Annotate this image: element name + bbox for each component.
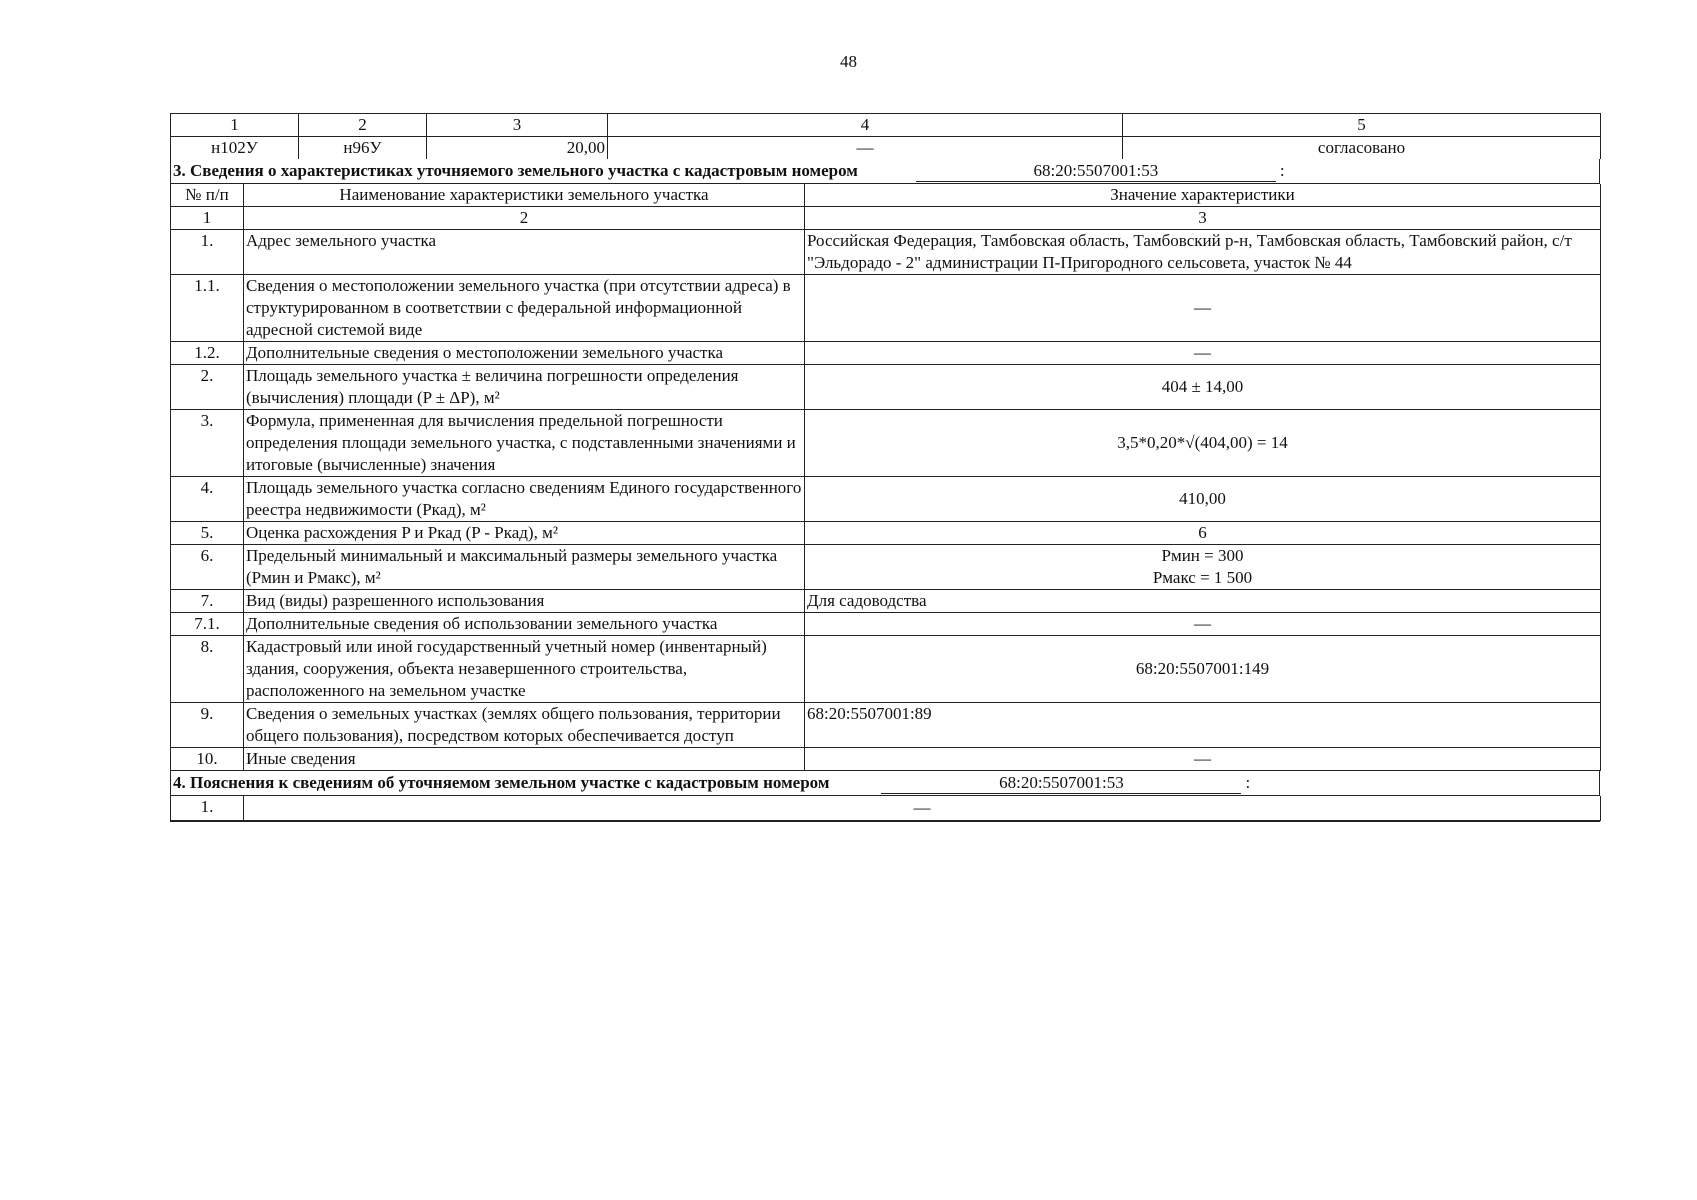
row-name: Сведения о земельных участках (землях общего пользования, территории общего пользования), посредством которых обеспечивается доступ [244,703,805,748]
row-value: Для садоводства [805,590,1601,613]
row-num: 5. [171,522,244,545]
table-row [171,703,1601,748]
boundary-col-3: 3 [427,114,608,137]
row-num: 9. [171,703,244,748]
explanations-table [170,796,1601,821]
table-row [171,748,1601,771]
boundary-length: 20,00 [427,137,608,160]
row-value: — [244,796,1601,821]
boundary-table-row [171,137,1601,160]
table-row [171,590,1601,613]
row-value: 410,00 [805,477,1601,522]
characteristics-table [170,184,1601,771]
table-end-line [170,821,1600,826]
section4-cadastral-number: 68:20:5507001:53 [881,773,1241,794]
boundary-col-2: 2 [299,114,427,137]
section3-title: 3. Сведения о характеристиках уточняемого земельного участка с кадастровым номером [173,161,858,180]
row-name: Адрес земельного участка [244,230,805,275]
table-row [171,342,1601,365]
page-number: 48 [840,52,857,71]
row-value [805,545,1601,590]
row-num: 8. [171,636,244,703]
section4-title: 4. Пояснения к сведениям об уточняемом земельном участке с кадастровым номером [173,773,830,792]
header-value: Значение характеристики [805,184,1601,207]
boundary-note: — [608,137,1123,160]
point-from: н102У [171,137,299,160]
row-value: 3,5*0,20*√(404,00) = 14 [805,410,1601,477]
row-num: 1. [171,230,244,275]
row-num: 7. [171,590,244,613]
row-name: Оценка расхождения P и Ркад (P - Ркад), м² [244,522,805,545]
section3-title-table [170,159,1600,184]
table-row [171,477,1601,522]
row-value: 68:20:5507001:149 [805,636,1601,703]
boundary-col-1: 1 [171,114,299,137]
row-name: Иные сведения [244,748,805,771]
row-value: — [805,748,1601,771]
boundary-table [170,113,1601,159]
row-name: Сведения о местоположении земельного участка (при отсутствии адреса) в структурированном в соответствии с федеральной информационной адресной системой виде [244,275,805,342]
row-num: 10. [171,748,244,771]
colnum-1: 1 [171,207,244,230]
header-num: № п/п [171,184,244,207]
row-num: 4. [171,477,244,522]
boundary-col-4: 4 [608,114,1123,137]
header-name: Наименование характеристики земельного участка [244,184,805,207]
table-row [171,230,1601,275]
row-value: Российская Федерация, Тамбовская область, Тамбовский р-н, Тамбовская область, Тамбовский район, с/т "Эльдорадо - 2" администрации П-Пригородного сельсовета, участок № 44 [805,230,1601,275]
table-row [171,522,1601,545]
row-num: 6. [171,545,244,590]
row-value-max: Рмакс = 1 500 [1152,568,1253,587]
row-num: 2. [171,365,244,410]
row-name: Кадастровый или иной государственный учетный номер (инвентарный) здания, сооружения, объекта незавершенного строительства, расположенного на земельном участке [244,636,805,703]
table-row [171,275,1601,342]
row-value: — [805,342,1601,365]
boundary-col-5: 5 [1123,114,1601,137]
table-row [171,796,1601,821]
characteristics-colnum-row [171,207,1601,230]
row-name: Предельный минимальный и максимальный размеры земельного участка (Рмин и Рмакс), м² [244,545,805,590]
row-name: Вид (виды) разрешенного использования [244,590,805,613]
section4-colon: : [1245,773,1251,792]
row-value-min: Рмин = 300 [1161,546,1244,565]
row-name: Площадь земельного участка ± величина погрешности определения (вычисления) площади (P ± ΔP), м² [244,365,805,410]
colnum-2: 2 [244,207,805,230]
row-value: — [805,613,1601,636]
table-row [171,613,1601,636]
row-num: 1.1. [171,275,244,342]
table-row [171,545,1601,590]
row-name: Дополнительные сведения об использовании земельного участка [244,613,805,636]
row-name: Площадь земельного участка согласно сведениям Единого государственного реестра недвижимости (Ркад), м² [244,477,805,522]
section4-title-table [170,771,1600,796]
row-num: 3. [171,410,244,477]
characteristics-header-row [171,184,1601,207]
row-num: 7.1. [171,613,244,636]
point-to: н96У [299,137,427,160]
row-value: 6 [805,522,1601,545]
section3-title-cell [171,159,1600,184]
document-frame [170,113,1600,826]
row-value: 404 ± 14,00 [805,365,1601,410]
row-value: 68:20:5507001:89 [805,703,1601,748]
table-row [171,365,1601,410]
section3-colon: : [1279,161,1285,180]
section4-title-cell [171,771,1600,796]
agreement-status: согласовано [1123,137,1601,160]
section3-cadastral-number: 68:20:5507001:53 [916,161,1276,182]
row-value: — [805,275,1601,342]
boundary-table-header-row [171,114,1601,137]
table-row [171,636,1601,703]
colnum-3: 3 [805,207,1601,230]
row-name: Формула, примененная для вычисления предельной погрешности определения площади земельного участка, с подставленными значениями и итоговые (вычисленные) значения [244,410,805,477]
row-name: Дополнительные сведения о местоположении земельного участка [244,342,805,365]
row-num: 1. [171,796,244,821]
row-num: 1.2. [171,342,244,365]
table-row [171,410,1601,477]
